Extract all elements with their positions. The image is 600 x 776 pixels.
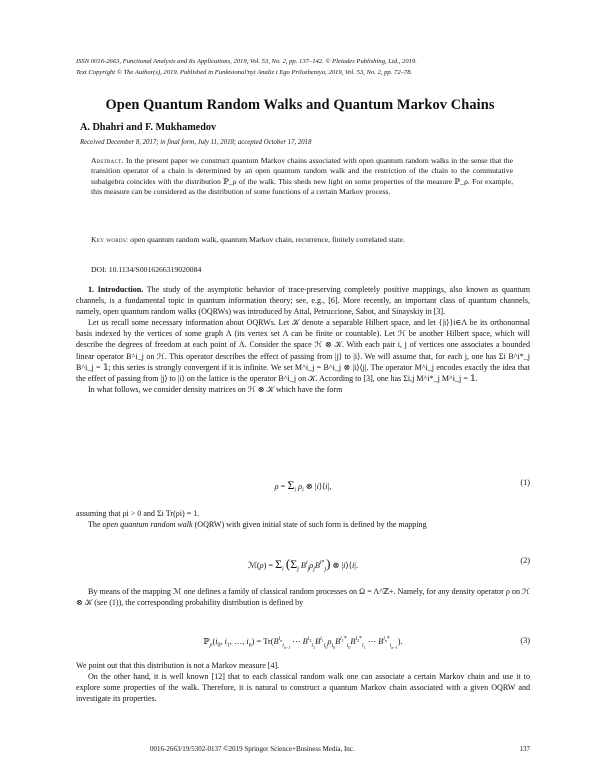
equation-2 [76, 556, 530, 580]
intro-paragraph-2: Let us recall some necessary information about OQRWs. Let 𝒦 denote a separable Hilbert space, and let {|i⟩}i∈Λ be its orthonormal basis indexed by the vertices of some graph Λ (its vertex set Λ can be finite or countable). Let ℋ be another Hilbert space, which will describe the degrees of freedom at each point of Λ. Consider the space ℋ ⊗ 𝒦. With each pair i, j of vertices one associates a bounded linear operator B^i_j on ℋ. This operator describes the effect of passing from |j⟩ to |i⟩. We will assume that, for each j, one has Σi B^i*_j B^i_j = 𝟙; this series is strongly convergent if it is infinite. We set M^i_j = B^i_j ⊗ |i⟩⟨j|. The operator M^i_j encodes exactly the idea that the effect of passing from |j⟩ to |i⟩ on the lattice is the operator B^i_j on 𝒦. According to [3], one has Σi,j M^i*_j M^i_j = 𝟙. [76, 318, 530, 383]
paper-title: Open Quantum Random Walks and Quantum Markov Chains [105, 97, 495, 113]
intro-section-cont [76, 508, 530, 530]
section-heading: 1. Introduction. [88, 285, 144, 294]
equation-2-body: ℳ(ρ) = $\Sigma_i$ ($\Sigma_j$ $B^i_j\rho_jB^{i*}_j$) ⊗ |i⟩⟨i|. [247, 556, 359, 573]
equation-1-number: (1) [520, 478, 530, 487]
equation-2-number: (2) [520, 556, 530, 565]
abstract-label: Abstract. [91, 156, 124, 165]
footer-copyright: 0016-2663/19/5302-0137 ©2019 Springer Science+Business Media, Inc. [150, 745, 355, 753]
keywords-text: open quantum random walk, quantum Markov chain, recurrence, finitely correlated state. [130, 235, 405, 244]
abstract-text: In the present paper we construct quantum Markov chains associated with open quantum random walks in the sense that the transition operator of a chain is determined by an open quantum random walk and the restriction of the chain to the commutative subalgebra coincides with the distribution ℙ_ρ of the walk. This sheds new light on some properties of the measure ℙ_ρ. For example, this measure can be considered as the distribution of some functions of a certain Markov process. [91, 156, 514, 197]
equation-1 [76, 478, 530, 496]
equation-3 [76, 636, 530, 656]
intro-section-cont-3 [76, 660, 530, 704]
journal-header-line-2: Text Copyright © The Author(s), 2019. Published in Funktsional'nyi Analiz i Ego Prilozheniya, 2019, Vol. 53, No. 2, pp. 72–78. [76, 69, 413, 76]
intro-paragraph-3: In what follows, we consider density matrices on ℋ ⊗ 𝒦 which have the form [88, 384, 343, 394]
intro-paragraph-4: assuming that ρi > 0 and Σi Tr(ρi) = 1. [76, 509, 200, 518]
keywords [91, 235, 513, 245]
paper-authors: A. Dhahri and F. Mukhamedov [80, 122, 217, 133]
doi: DOI: 10.1134/S0016266319020084 [91, 265, 202, 274]
page-number: 137 [519, 745, 530, 753]
equation-3-number: (3) [520, 636, 530, 645]
equation-3-body: $ℙ_\rho(i_0$, $i_1$, …, $i_n) = Tr(B^{i_n}_{i_{n-1}}$ ⋯ $B^{i_2}_{i_1}B^{i_1}_{i_0}\rho_{i_0}B^{i_1*}_{i_0}B^{i_2*}_{i_1}$ ⋯ $B^{i_n*}_{i_{n-1}}$). [203, 636, 403, 650]
received-dates: Received December 8, 2017; in final form, July 11, 2018; accepted October 17, 2018 [80, 139, 312, 146]
journal-header-line-1: ISSN 0016-2663, Functional Analysis and Its Applications, 2019, Vol. 53, No. 2, pp. 137–142. © Pleiades Publishing, Ltd., 2019. [76, 58, 417, 65]
intro-paragraph-1: 1. Introduction. The study of the asymptotic behavior of trace-preserving completely positive mappings, also known as quantum channels, is a fundamental topic in quantum information theory; see, e.g., [6]. More recently, an important class of quantum channels, namely, open quantum random walks (OQRWs) was introduced by Attal, Petruccione, Sabot, and Sinayskiy in [3]. [76, 285, 530, 317]
abstract [91, 156, 513, 198]
intro-paragraph-6: By means of the mapping ℳ one defines a family of classical random processes on Ω = Λ^ℤ+. Namely, for any density operator ρ on ℋ ⊗ 𝒦 (see (1)), the corresponding probability distribution is defined by [76, 587, 530, 608]
keywords-label: Key words: [91, 235, 129, 244]
intro-paragraph-5: The open quantum random walk (OQRW) with given initial state of such form is defined by the mapping [88, 520, 427, 530]
intro-paragraph-8: On the other hand, it is well known [12] that to each classical random walk one can associate a certain Markov chain and use it to explore some properties of the walk. Therefore, it is natural to construct a quantum Markov chain associated with a given OQRW and investigate its properties. [76, 672, 530, 704]
equation-1-body: $\rho = \Sigma_i$ $\rho_i$ ⊗ |i⟩⟨i|, [274, 478, 332, 494]
intro-section [76, 284, 530, 395]
intro-paragraph-7: We point out that this distribution is not a Markov measure [4]. [76, 661, 280, 670]
intro-section-cont-2 [76, 586, 530, 608]
